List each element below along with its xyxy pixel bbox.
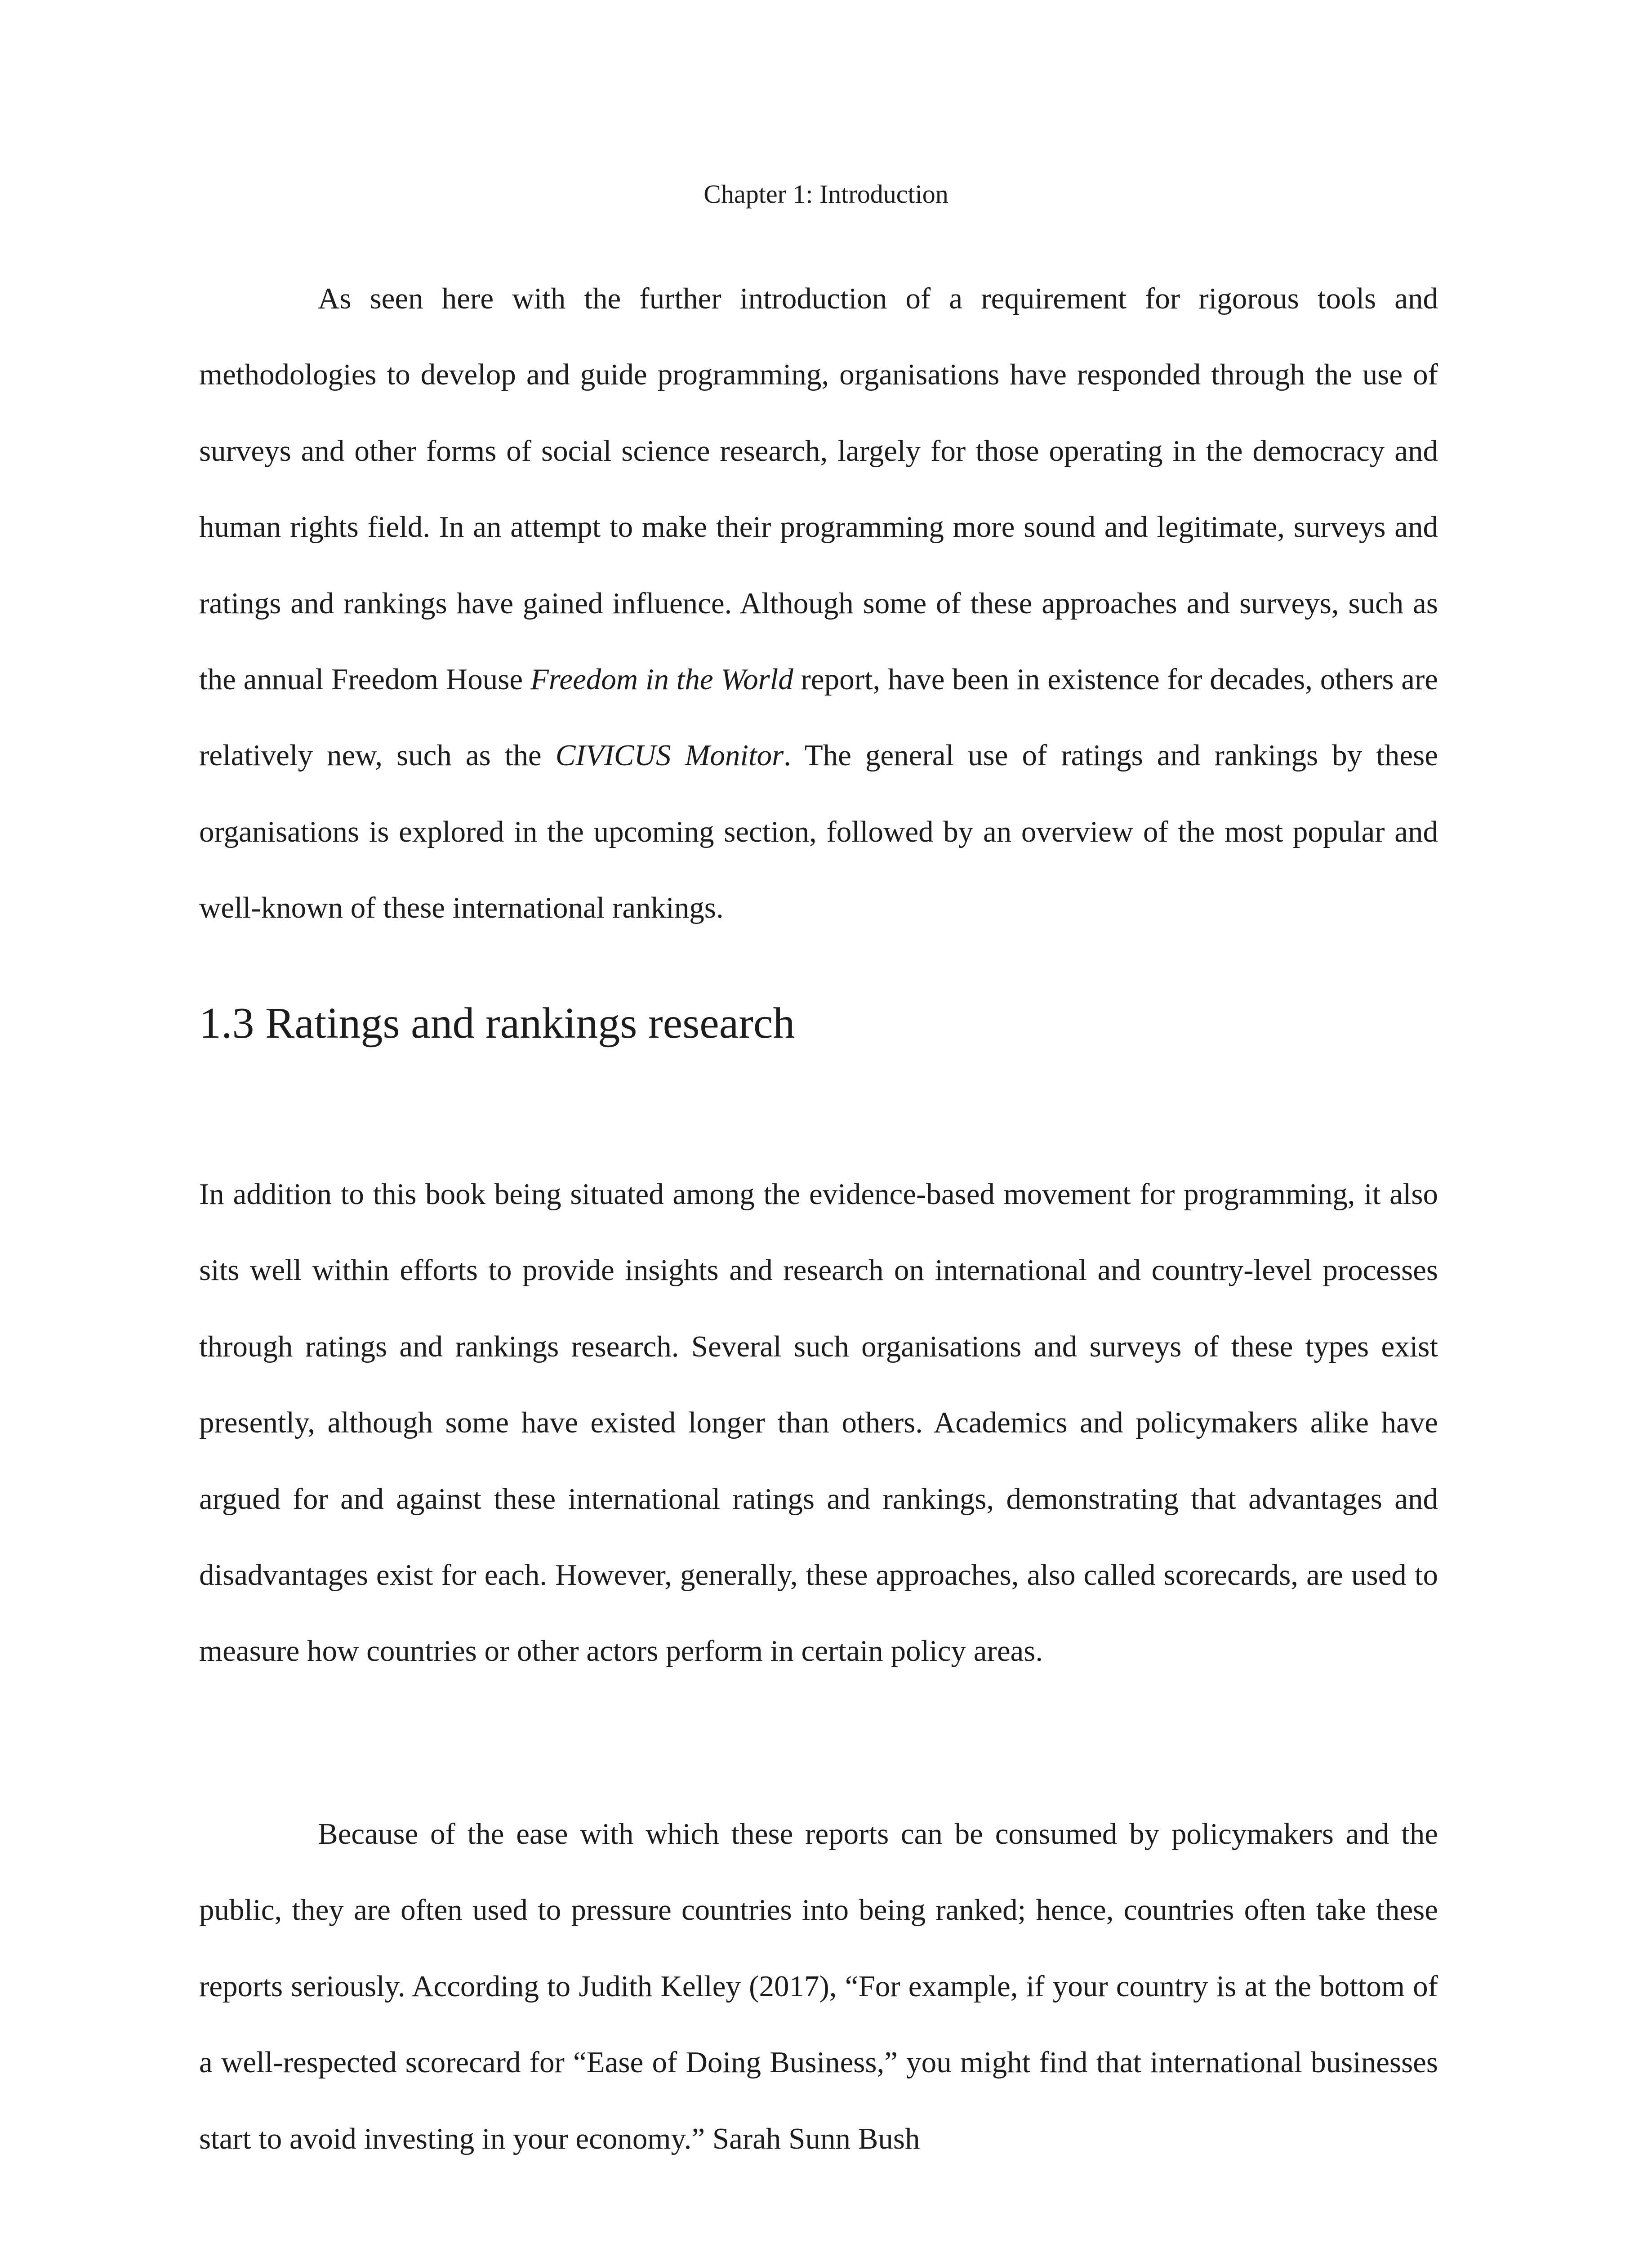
paragraph-1-text-b: report, have been in existence for decades, others are relatively new, such as the bbox=[199, 663, 1438, 772]
paragraph-1-text-a: As seen here with the further introduction of a requirement for rigorous tools and methodologies to develop and guide programming, organisations have responded through the use of surveys and other forms of social science research, largely for those operating in the democracy and human rights field. In an attempt to make their programming more sound and legitimate, surveys and ratings and rankings have gained influence. Although some of these approaches and surveys, such as the annual Freedom House bbox=[199, 282, 1438, 696]
body-paragraph-2: In addition to this book being situated among the evidence-based movement for programming, it also sits well within efforts to provide insights and research on international and country-level processes through ratings and rankings research. Several such organisations and surveys of these types exist presently, although some have existed longer than others. Academics and policymakers alike have argued for and against these international ratings and rankings, demonstrating that advantages and disadvantages exist for each. However, generally, these approaches, also called scorecards, are used to measure how countries or other actors perform in certain policy areas. bbox=[199, 1178, 1438, 1668]
body-paragraph-3: Because of the ease with which these reports can be consumed by policymakers and the public, they are often used to pressure countries into being ranked; hence, countries often take these reports seriously. According to Judith Kelley (2017), “For example, if your country is at the bottom of a well-respected scorecard for “Ease of Doing Business,” you might find that international businesses start to avoid investing in your economy.” Sarah Sunn Bush bbox=[199, 1817, 1438, 2155]
italic-title-civicus-monitor: CIVICUS Monitor bbox=[555, 739, 784, 772]
section-heading: 1.3 Ratings and rankings research bbox=[199, 999, 795, 1048]
paragraph-1-text-c: . The general use of ratings and rankings by these organisations is explored in the upcoming section, followed by an overview of the most popular and well-known of these international rankings. bbox=[199, 739, 1438, 925]
italic-title-freedom-in-the-world: Freedom in the World bbox=[530, 663, 793, 696]
running-header: Chapter 1: Introduction bbox=[704, 179, 948, 209]
body-paragraph-1 bbox=[199, 261, 1438, 946]
